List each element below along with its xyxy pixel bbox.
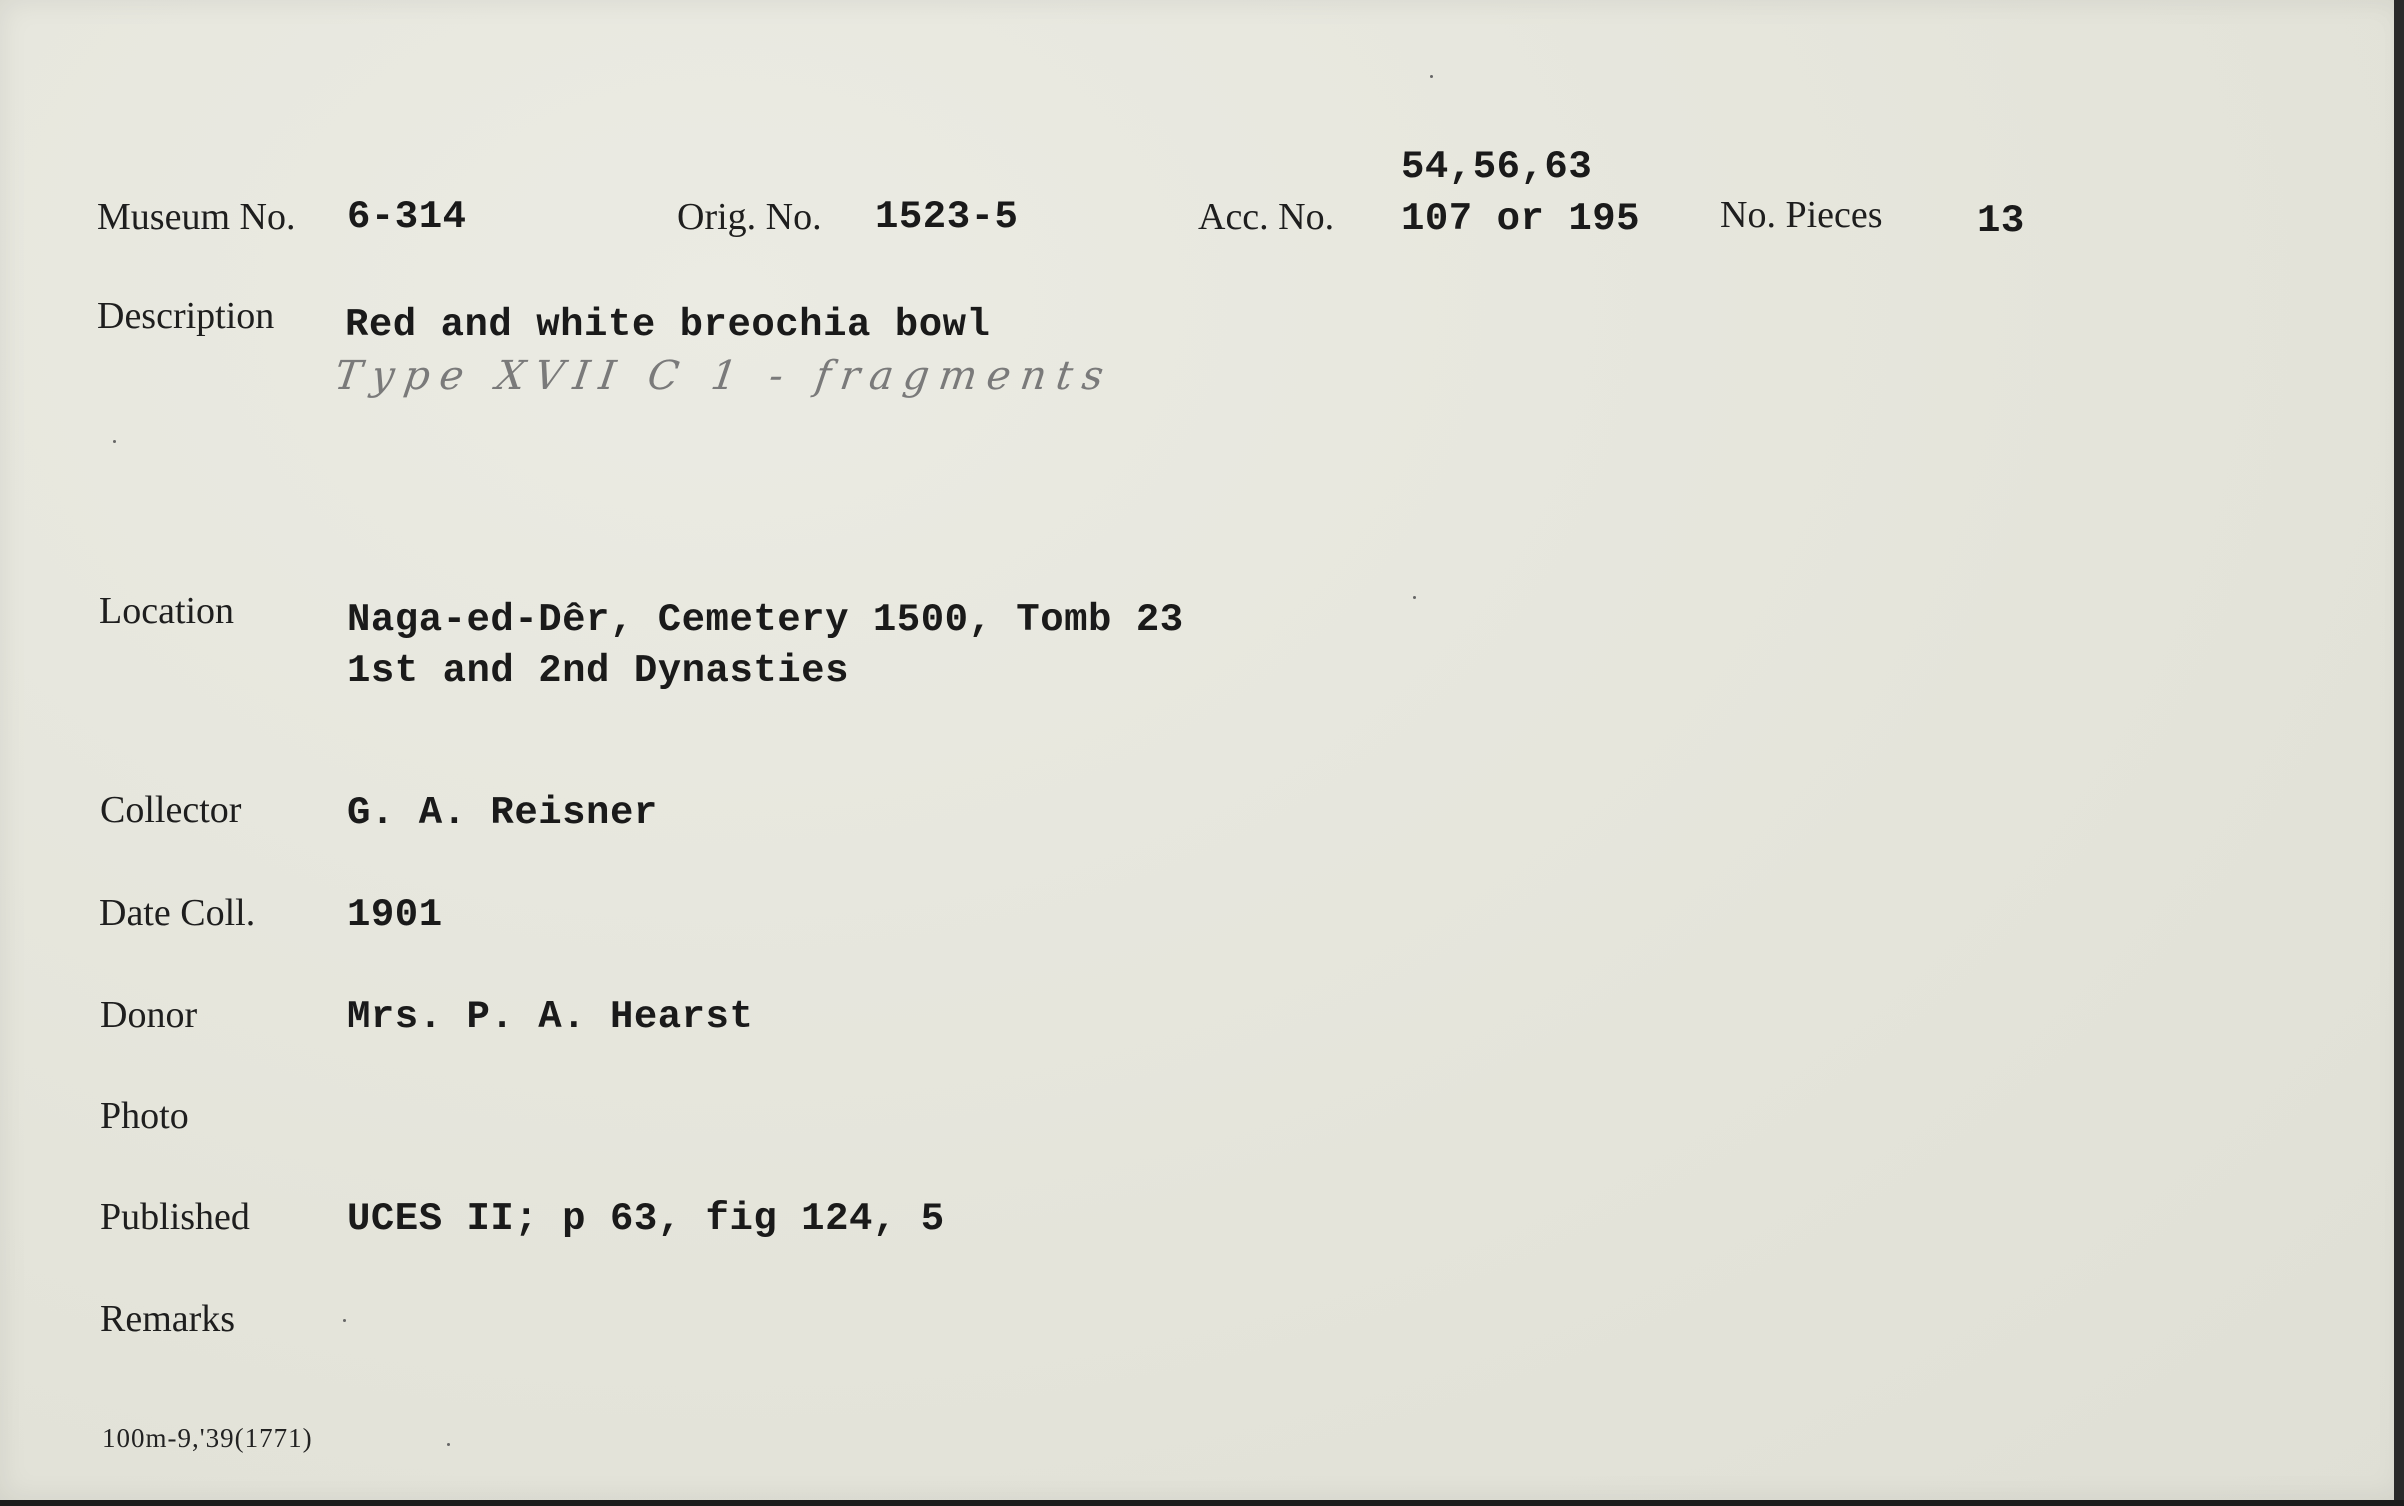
print-code: 100m-9,'39(1771) (102, 1423, 313, 1453)
no-pieces-label: No. Pieces (1720, 194, 1883, 236)
scan-edge-right (2394, 0, 2404, 1506)
orig-no-label: Orig. No. (677, 196, 822, 238)
location-label: Location (99, 590, 235, 632)
dust-speck (343, 1319, 346, 1322)
dust-speck (447, 1443, 450, 1446)
location-line2: 1st and 2nd Dynasties (347, 649, 849, 693)
scan-edge-bottom (0, 1500, 2404, 1506)
published-value: UCES II; p 63, fig 124, 5 (347, 1197, 945, 1241)
museum-no-value: 6-314 (347, 195, 467, 239)
orig-no-value: 1523-5 (875, 195, 1019, 239)
date-coll-label: Date Coll. (99, 892, 256, 934)
acc-no-value-line2: 107 or 195 (1401, 197, 1641, 241)
description-value: Red and white breochia bowl (345, 303, 991, 347)
remarks-label: Remarks (100, 1298, 236, 1340)
published-label: Published (100, 1196, 250, 1238)
acc-no-value-line1: 54,56,63 (1401, 145, 1593, 189)
collector-label: Collector (100, 789, 242, 831)
donor-value: Mrs. P. A. Hearst (347, 995, 754, 1039)
donor-label: Donor (100, 994, 198, 1036)
acc-no-label: Acc. No. (1198, 196, 1335, 238)
location-line1: Naga-ed-Dêr, Cemetery 1500, Tomb 23 (347, 598, 1184, 642)
photo-label: Photo (100, 1095, 189, 1137)
no-pieces-value: 13 (1977, 199, 2025, 243)
dust-speck (1413, 596, 1416, 599)
date-coll-value: 1901 (347, 893, 443, 937)
collector-value: G. A. Reisner (347, 791, 658, 835)
handwritten-type-note: Type XVII C 1 - fragments (331, 353, 1117, 399)
dust-speck (113, 440, 116, 443)
dust-speck (1430, 75, 1433, 78)
museum-no-label: Museum No. (97, 196, 296, 238)
description-label: Description (97, 295, 275, 337)
